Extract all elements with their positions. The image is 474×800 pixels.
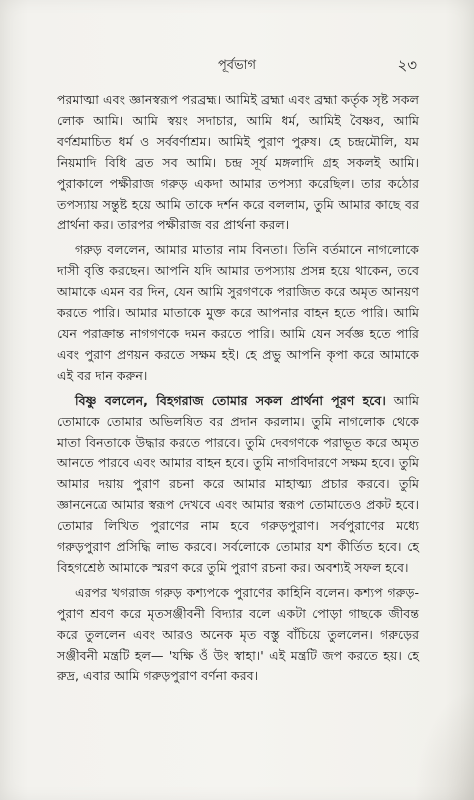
paragraph-4: এরপর খগরাজ গরুড় কশ্যপকে পুরাণের কাহিনি বলেন। কশ্যপ গরুড়- পুরাণ শ্রবণ করে মৃতসঞ্জীবনী বিদ্যার বলে একটা পোড়া গাছকে জীবন্ত করে তুললেন এবং আরও অনেক মৃত বস্তু বাঁচিয়ে তুললেন। গরুড়ের সঞ্জীবনী মন্ত্রটি হল— 'যক্ষি ওঁ উং স্বাহা।' এই মন্ত্রটি জপ করতে হয়। হে রুদ্র, এবার আমি গরুড়পুরাণ বর্ণনা করব। (57, 584, 419, 684)
page-number: ২৩ (397, 56, 417, 74)
paragraph-2: গরুড় বললেন, আমার মাতার নাম বিনতা। তিনি বর্তমানে নাগলোকে দাসী বৃত্তি করছেন। আপনি যদি আমার তপস্যায় প্রসন্ন হয়ে থাকেন, তবে আমাকে এমন বর দিন, যেন আমি সুরগণকে পরাজিত করে অমৃত আনয়ণ করতে পারি। আমার মাতাকে মুক্ত করে আপনার বাহন হতে পারি। আমি যেন পরাক্রান্ত নাগগণকে দমন করতে পারি। আমি যেন সর্বজ্ঞ হতে পারি এবং পুরাণ প্রণয়ন করতে সক্ষম হই। হে প্রভু আপনি কৃপা করে আমাকে এই বর দান করুন। (57, 242, 419, 383)
paragraph-3-lead: বিষ্ণু বললেন, বিহগরাজ তোমার সকল প্রার্থনা পূরণ হবে। (75, 392, 386, 408)
corner-shadow (414, 690, 474, 800)
body-text (57, 90, 419, 691)
running-head: পূর্বভাগ (217, 58, 257, 73)
page-header (0, 56, 474, 78)
paragraph-3 (57, 391, 419, 579)
paragraph-3-text: আমি তোমাকে তোমার অভিলষিত বর প্রদান করলাম। তুমি নাগলোক থেকে মাতা বিনতাকে উদ্ধার করতে পারবে। তুমি দেবগণকে পরাভূত করে অমৃত আনতে পারবে এবং আমার বাহন হবে। তুমি নাগবিদারণে সক্ষম হবে। তুমি আমার দয়ায় পুরাণ রচনা করে আমার মাহাত্ম্য প্রচার করবে। তুমি জ্ঞাননেত্রে আমার স্বরূপ দেখবে এবং আমার স্বরূপ তোমাতেও প্রকট হবে। তোমার লিখিত পুরাণের নাম হবে গরুড়পুরাণ। সর্বপুরাণের মধ্যে গরুড়পুরাণ প্রসিদ্ধি লাভ করবে। সর্বলোকে তোমার যশ কীর্তিত হবে। হে বিহগশ্রেষ্ঠ আমাকে স্মরণ করে তুমি পুরাণ রচনা কর। অবশ্যই সফল হবে। (57, 392, 419, 575)
paragraph-1: পরমাত্মা এবং জ্ঞানস্বরূপ পরব্রহ্ম। আমিই ব্রহ্মা এবং ব্রহ্মা কর্তৃক সৃষ্ট সকল লোক আমি। আমি স্বয়ং সদাচার, আমি ধর্ম, আমিই বৈষ্ণব, আমি বর্ণশ্রমাচিত ধর্ম ও সর্ববর্ণাশ্রম। আমিই পুরাণ পুরুষ। হে চন্দ্রমৌলি, যম নিয়মাদি বিধি ব্রত সব আমি। চন্দ্র সূর্য মঙ্গলাদি গ্রহ সকলই আমি। পুরাকালে পক্ষীরাজ গরুড় একদা আমার তপস্যা করেছিল। তার কঠোর তপস্যায় সন্তুষ্ট হয়ে আমি তাকে দর্শন করে বললাম, তুমি আমার কাছে বর প্রার্থনা কর। তারপর পক্ষীরাজ বর প্রার্থনা করল। (57, 92, 419, 233)
